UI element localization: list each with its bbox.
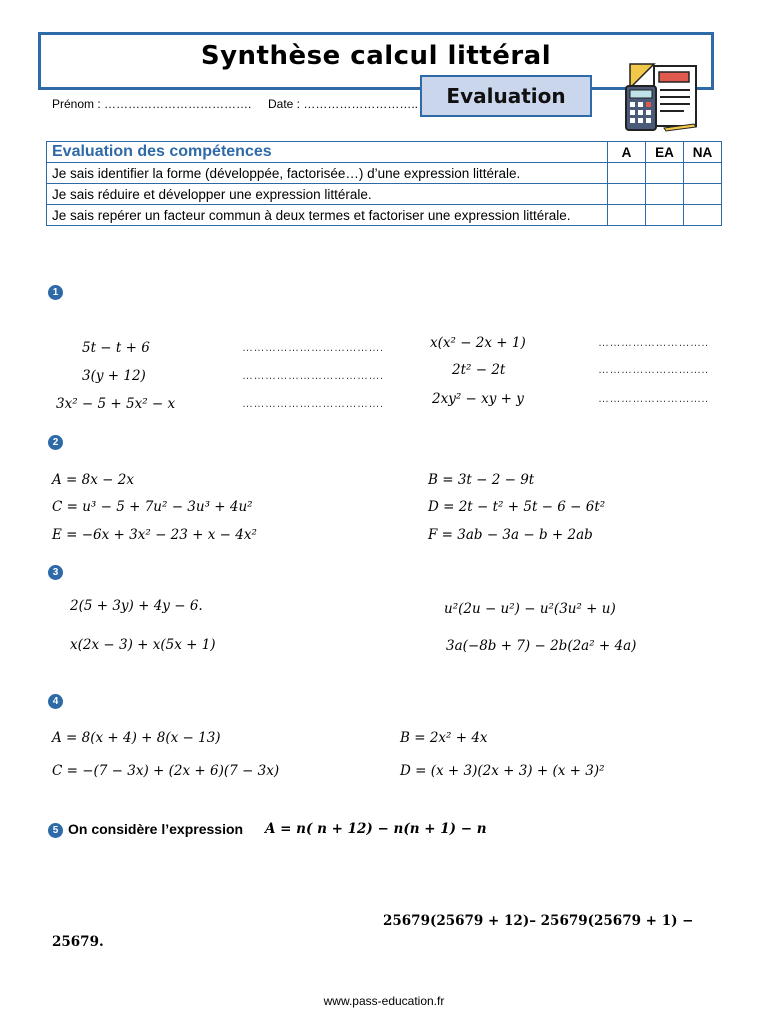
ex1-expression: x(x² − 2x + 1) [430,335,526,351]
answer-line[interactable]: ……………………….. [598,337,709,349]
ex5-numeric-expression-end: 25679. [52,934,104,950]
date-field[interactable]: Date : ……………………….. [268,97,419,111]
ex2-expression: A = 8x − 2x [52,472,134,488]
ex1-expression: 3x² − 5 + 5x² − x [56,396,176,412]
check-cell[interactable] [684,205,722,226]
ex2-expression: D = 2t − t² + 5t − 6 − 6t² [428,499,606,515]
ex3-expression: u²(2u − u²) − u²(3u² + u) [444,601,616,617]
ex5-expression: A = n( n + 12) − n(n + 1) − n [265,821,487,837]
competence-text: Je sais réduire et développer une expression littérale. [47,184,608,205]
math-illustration [624,60,702,134]
ex4-expression: B = 2x² + 4x [400,730,488,746]
ex1-expression: 3(y + 12) [82,368,146,384]
table-row [47,163,722,184]
answer-line[interactable]: ………………………………. [242,342,384,354]
ex1-expression: 5t − t + 6 [82,340,150,356]
page-title: Synthèse calcul littéral [200,41,552,71]
exercise-4-number: 4 [48,694,63,709]
exercise-3-number: 3 [48,565,63,580]
col-a: A [608,142,646,163]
check-cell[interactable] [684,184,722,205]
table-row [47,184,722,205]
competences-table [46,141,722,226]
ex3-expression: x(2x − 3) + x(5x + 1) [70,637,216,653]
answer-line[interactable]: ……………………….. [598,393,709,405]
check-cell[interactable] [608,205,646,226]
answer-line[interactable]: ……………………….. [598,364,709,376]
calculator-icon [626,86,656,130]
exercise-1-number: 1 [48,285,63,300]
col-na: NA [684,142,722,163]
check-cell[interactable] [684,163,722,184]
ex2-expression: F = 3ab − 3a − b + 2ab [428,527,593,543]
answer-line[interactable]: ………………………………. [242,398,384,410]
ex2-expression: E = −6x + 3x² − 23 + x − 4x² [52,527,257,543]
worksheet-icon [654,66,696,126]
title-box [38,32,714,90]
check-cell[interactable] [646,184,684,205]
check-cell[interactable] [608,184,646,205]
check-cell[interactable] [646,205,684,226]
ex2-expression: C = u³ − 5 + 7u² − 3u³ + 4u² [52,499,253,515]
check-cell[interactable] [646,163,684,184]
col-ea: EA [646,142,684,163]
exercise-2-number: 2 [48,435,63,450]
answer-line[interactable]: ………………………………. [242,370,384,382]
evaluation-badge: Evaluation [420,75,592,117]
ruler-triangle-icon [630,64,654,88]
table-row [47,205,722,226]
footer-url[interactable]: www.pass-education.fr [323,994,445,1008]
ex3-expression: 2(5 + 3y) + 4y − 6. [70,598,203,614]
ex3-expression: 3a(−8b + 7) − 2b(2a² + 4a) [446,638,637,654]
table-header-row [47,142,722,163]
check-cell[interactable] [608,163,646,184]
ex4-expression: D = (x + 3)(2x + 3) + (x + 3)² [400,763,605,779]
ex1-expression: 2xy² − xy + y [432,391,524,407]
ex2-expression: B = 3t − 2 − 9t [428,472,535,488]
exercise-5-number: 5 [48,823,63,838]
prenom-field[interactable]: Prénom : ………………………………. [52,97,252,111]
ex4-expression: C = −(7 − 3x) + (2x + 6)(7 − 3x) [52,763,280,779]
competence-text: Je sais identifier la forme (développée, factorisée…) d’une expression littérale. [47,163,608,184]
ex1-expression: 2t² − 2t [452,362,506,378]
ex5-intro: On considère l’expression [68,821,244,837]
competence-text: Je sais repérer un facteur commun à deux termes et factoriser une expression littérale. [47,205,608,226]
ex5-numeric-expression: 25679(25679 + 12)– 25679(25679 + 1) − [383,913,694,929]
competences-heading: Evaluation des compétences [47,142,608,163]
ex4-expression: A = 8(x + 4) + 8(x − 13) [52,730,221,746]
